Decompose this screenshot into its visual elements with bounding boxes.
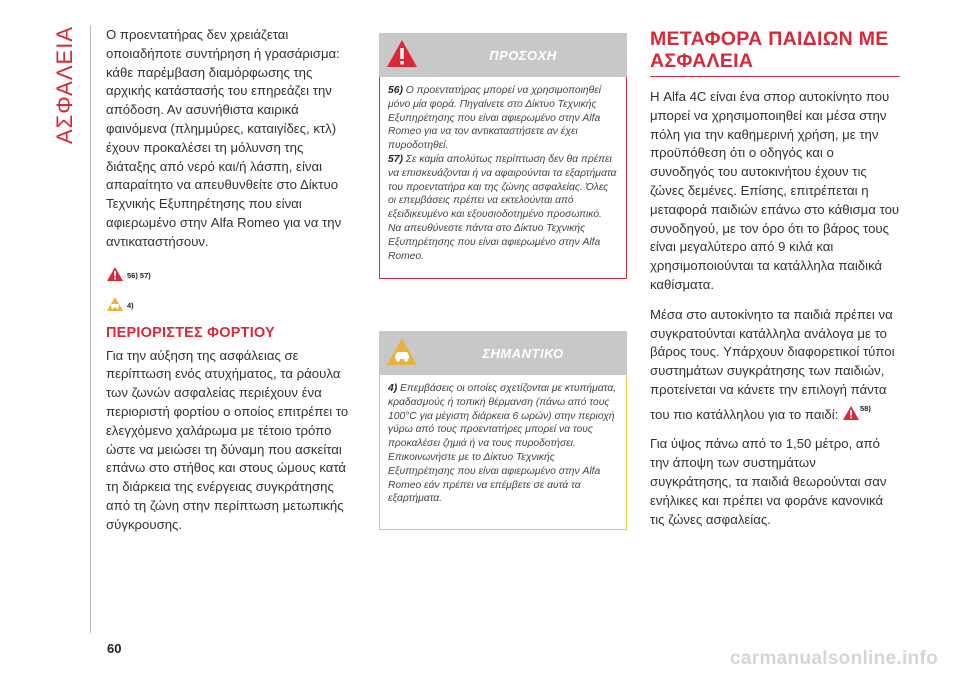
child-safety-heading: ΜΕΤΑΦΟΡΑ ΠΑΙΔΙΩΝ ΜΕ ΑΣΦΑΛΕΙΑ [650, 28, 900, 77]
column-3 [650, 28, 900, 529]
important-box [379, 331, 627, 530]
warning-box-body [379, 77, 627, 279]
warning-reference-58[interactable]: 58) [842, 400, 871, 421]
pretensioner-paragraph: Ο προεντατήρας δεν χρειάζεται οποιαδήποτε συντήρηση ή γρασάρισμα: κάθε παρέμβαση διαμόρφωσης της αρχικής κατάστασής του επηρεάζει την απόδοση. Αν ασυνήθιστα καιρικά φαινόμενα (πλημμύρες, καταιγίδες, κτλ) έχουν προκαλέσει τη μόλυνση της διάταξης από νερό και/ή λάσπη, είναι απαραίτητο να απευθυνθείτε στο Δίκτυο Τεχνικής Εξυπηρέτησης που είναι αφιερωμένο στην Alfa Romeo για να την αντικαταστήσουν. [106, 27, 342, 249]
footer-watermark: carmanualsonline.info [730, 648, 938, 669]
load-limiter-heading: ΠΕΡΙΟΡΙΣΤΕΣ ΦΟΡΤΙΟΥ [106, 324, 275, 341]
warning-reference-numbers: 56) 57) [127, 270, 151, 280]
important-box-title: ΣΗΜΑΝΤΙΚΟ [482, 345, 564, 361]
warning-note-56: 56) Ο προεντατήρας μπορεί να χρησιμοποιηθεί μόνο μία φορά. Πηγαίνετε στο Δίκτυο Τεχνικής Εξυπηρέτησης που είναι αφιερωμένο στην Alfa Romeo για να τον αντικαταστήσετε αν έχει πυροδοτηθεί. [388, 85, 602, 152]
warning-box [379, 33, 627, 279]
warning-triangle-icon [842, 405, 860, 421]
car-caution-icon [106, 296, 124, 312]
warning-triangle-icon [106, 266, 124, 282]
margin-divider [90, 25, 91, 633]
warning-triangle-icon [385, 38, 419, 70]
load-limiter-paragraph: Για την αύξηση της ασφάλειας σε περίπτωση ενός ατυχήματος, τα ράουλα των ζωνών ασφαλείας περιέχουν ένα περιοριστή φορτίου ο οποίος επιτρέπει το ελεγχόμενο χαλάρωμα με τέτοιο τρόπο ώστε να μειώσει τη δύναμη που ασκείται επάνω στο στήθος και στους ώμους κατά τη διάρκεια της ενέργειας συγκράτησης από τη ζώνη στην περίπτωση μετωπικής σύγκρουσης. [106, 347, 349, 532]
page-number: 60 [107, 641, 122, 656]
caution-reference-numbers: 4) [127, 300, 134, 310]
warning-reference[interactable] [106, 260, 354, 282]
column-2 [379, 33, 627, 530]
warning-box-title: ΠΡΟΣΟΧΗ [489, 47, 557, 63]
section-side-label: ΑΣΦΑΛΕΙΑ [52, 25, 77, 145]
child-safety-paragraph-3: Για ύψος πάνω από το 1,50 μέτρο, από την άποψη των συστημάτων συγκράτησης, τα παιδιά θεωρούνται σαν ενήλικες και πρέπει να φοράνε κανονικά τις ζώνες ασφαλείας. [650, 436, 887, 527]
important-box-header [379, 331, 627, 375]
child-safety-paragraph-2: Μέσα στο αυτοκίνητο τα παιδιά πρέπει να συγκρατούνται κατάλληλα ανάλογα με το βάρος τους. Υπάρχουν διαφορετικοί τύποι συστημάτων συγκράτησης των παιδιών, προτείνεται να κάνετε την επιλογή πάντα του πιο κατάλληλου για το παιδί: 58) [650, 306, 895, 422]
important-note-4: 4) Επεμβάσεις οι οποίες σχετίζονται με κτυπήματα, κραδασμούς ή τοπική θέρμανση (πάνω από τους 100°C για μέγιστη διάρκεια 6 ωρών) στην περιοχή γύρω από τους προεντατήρες μπορεί να τους προκαλέσει ζημιά ή να τους πυροδοτήσει. Επικοινωνήστε με το Δίκτυο Τεχνικής Εξυπηρέτησης που είναι αφιερωμένο στην Alfa Romeo εάν πρέπει να επέμβετε σε αυτά τα εξαρτήματα. [388, 383, 617, 505]
column-1 [106, 26, 354, 535]
warning-box-header [379, 33, 627, 77]
car-caution-icon [385, 336, 419, 368]
child-safety-paragraph-1: Η Alfa 4C είναι ένα σπορ αυτοκίνητο που μπορεί να χρησιμοποιηθεί και μέσα στην πόλη για την καθημερινή χρήση, με την προϋπόθεση ότι ο οδηγός και ο συνοδηγός του αυτοκινήτου έχουν τις ζώνες δεμένες. Επίσης, επιτρέπεται η μεταφορά παιδιών επάνω στο κάθισμα του συνοδηγού, με τον όρο ότι το βάρος τους είναι μεγαλύτερο από 9 κιλά και χρησιμοποιούνται τα κατάλληλα παιδικά καθίσματα. [650, 89, 900, 292]
warning-note-57: 57) Σε καμία απολύτως περίπτωση δεν θα πρέπει να επισκευάζονται ή να αφαιρούνται τα εξαρτήματα του προεντατήρα και της ζώνης ασφαλείας. Όλες οι επεμβάσεις πρέπει να εκτελούνται από εξειδικευμένο και εξουσιοδοτημένο προσωπικό. Να απευθύνεστε πάντα στο Δίκτυο Τεχνικής Εξυπηρέτησης που είναι αφιερωμένο στην Alfa Romeo. [388, 153, 617, 262]
caution-reference[interactable] [106, 290, 354, 312]
important-box-body [379, 375, 627, 530]
